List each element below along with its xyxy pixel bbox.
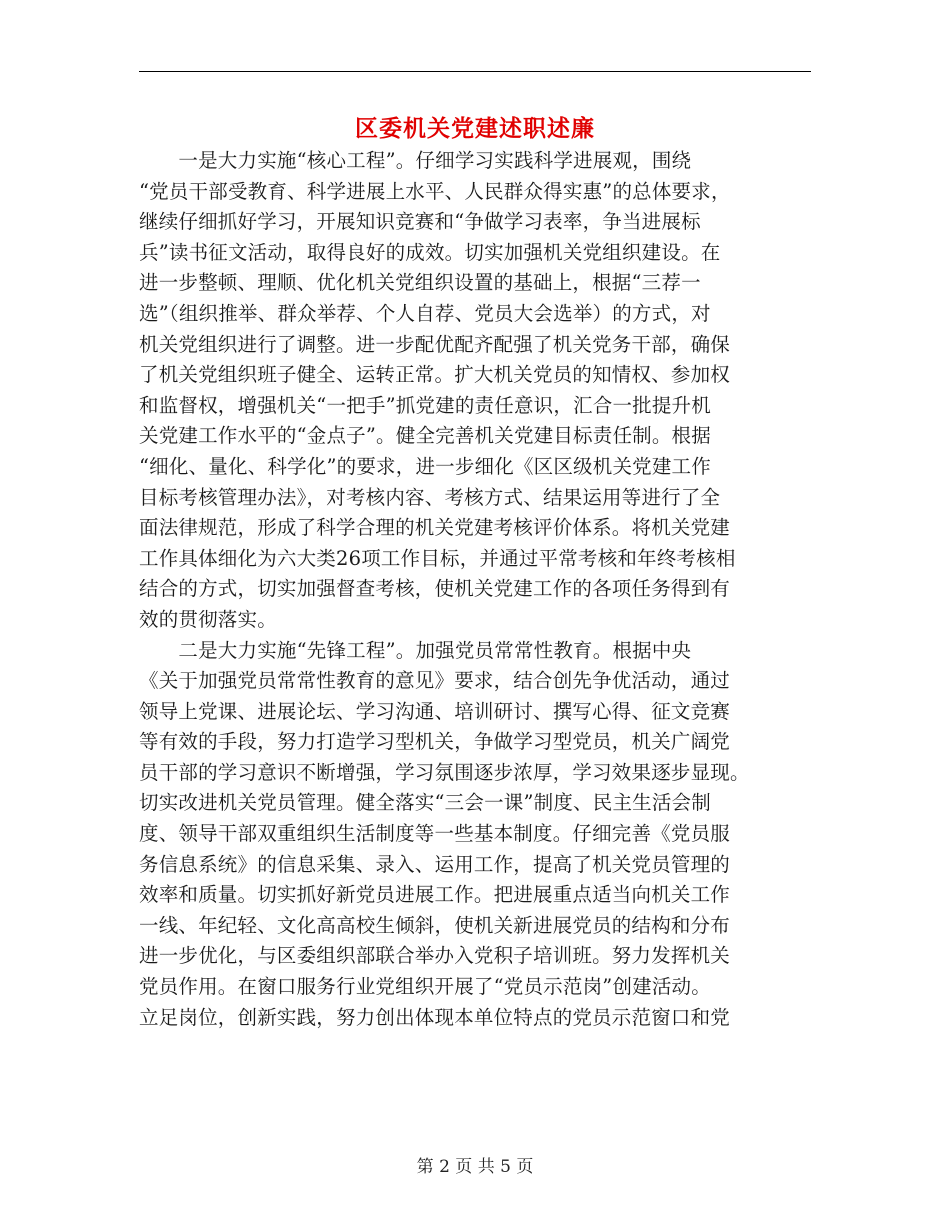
body-line: 一线、年纪轻、文化高高校生倾斜，使机关新进展党员的结构和分布: [139, 913, 731, 937]
body-line: 《关于加强党员常常性教育的意见》要求，结合创先争优活动，通过: [139, 669, 731, 693]
body-line: 一是大力实施“核心工程”。仔细学习实践科学进展观，围绕: [139, 149, 692, 172]
body-line: 进一步优化，与区委组织部联合举办入党积子培训班。努力发挥机关: [139, 944, 731, 968]
body-line: 了机关党组织班子健全、运转正常。扩大机关党员的知情权、参加权: [139, 363, 731, 387]
body-line: 和监督权，增强机关“一把手”抓党建的责任意识，汇合一批提升机: [139, 393, 711, 417]
header-rule: [139, 71, 811, 72]
body-line: 员干部的学习意识不断增强，学习氛围逐步浓厚，学习效果逐步显现。: [139, 760, 750, 784]
body-line: 务信息系统》的信息采集、录入、运用工作，提高了机关党员管理的: [139, 852, 731, 876]
body-line: 面法律规范，形成了科学合理的机关党建考核评价体系。将机关党建: [139, 516, 731, 540]
body-line: 效率和质量。切实抓好新党员进展工作。把进展重点适当向机关工作: [139, 883, 731, 907]
body-line: “细化、量化、科学化”的要求，进一步细化《区区级机关党建工作: [139, 454, 711, 478]
document-body: [139, 146, 811, 1033]
document-title: 区委机关党建述职述廉: [355, 116, 595, 142]
body-line: 工作具体细化为六大类26项工作目标，并通过平常考核和年终考核相: [139, 546, 736, 570]
page-footer: 第 2 页 共 5 页: [416, 1157, 534, 1177]
body-line: 兵”读书征文活动，取得良好的成效。切实加强机关党组织建设。在: [139, 240, 721, 264]
body-line: 切实改进机关党员管理。健全落实“三会一课”制度、民主生活会制: [139, 791, 711, 815]
body-line: 进一步整顿、理顺、优化机关党组织设置的基础上，根据“三荐一: [139, 271, 701, 295]
body-line: 等有效的手段，努力打造学习型机关，争做学习型党员，机关广阔党: [139, 730, 731, 754]
body-line: 领导上党课、进展论坛、学习沟通、培训研讨、撰写心得、征文竞赛: [139, 699, 731, 723]
body-line: 选”（组织推举、群众举荐、个人自荐、党员大会选举）的方式，对: [139, 301, 711, 325]
body-line: 目标考核管理办法》，对考核内容、考核方式、结果运用等进行了全: [139, 485, 721, 509]
body-line: “党员干部受教育、科学进展上水平、人民群众得实惠”的总体要求，: [139, 179, 731, 203]
body-line: 效的贯彻落实。: [139, 607, 277, 631]
body-line: 关党建工作水平的“金点子”。健全完善机关党建目标责任制。根据: [139, 424, 711, 448]
body-line: 继续仔细抓好学习，开展知识竞赛和“争做学习表率，争当进展标: [139, 210, 701, 234]
body-line: 党员作用。在窗口服务行业党组织开展了“党员示范岗”创建活动。: [139, 975, 711, 999]
body-line: 结合的方式，切实加强督查考核，使机关党建工作的各项任务得到有: [139, 577, 731, 601]
body-line: 度、领导干部双重组织生活制度等一些基本制度。仔细完善《党员服: [139, 822, 731, 846]
body-line: 立足岗位，创新实践，努力创出体现本单位特点的党员示范窗口和党: [139, 1005, 731, 1029]
body-line: 二是大力实施“先锋工程”。加强党员常常性教育。根据中央: [139, 638, 692, 662]
body-line: 机关党组织进行了调整。进一步配优配齐配强了机关党务干部，确保: [139, 332, 731, 356]
